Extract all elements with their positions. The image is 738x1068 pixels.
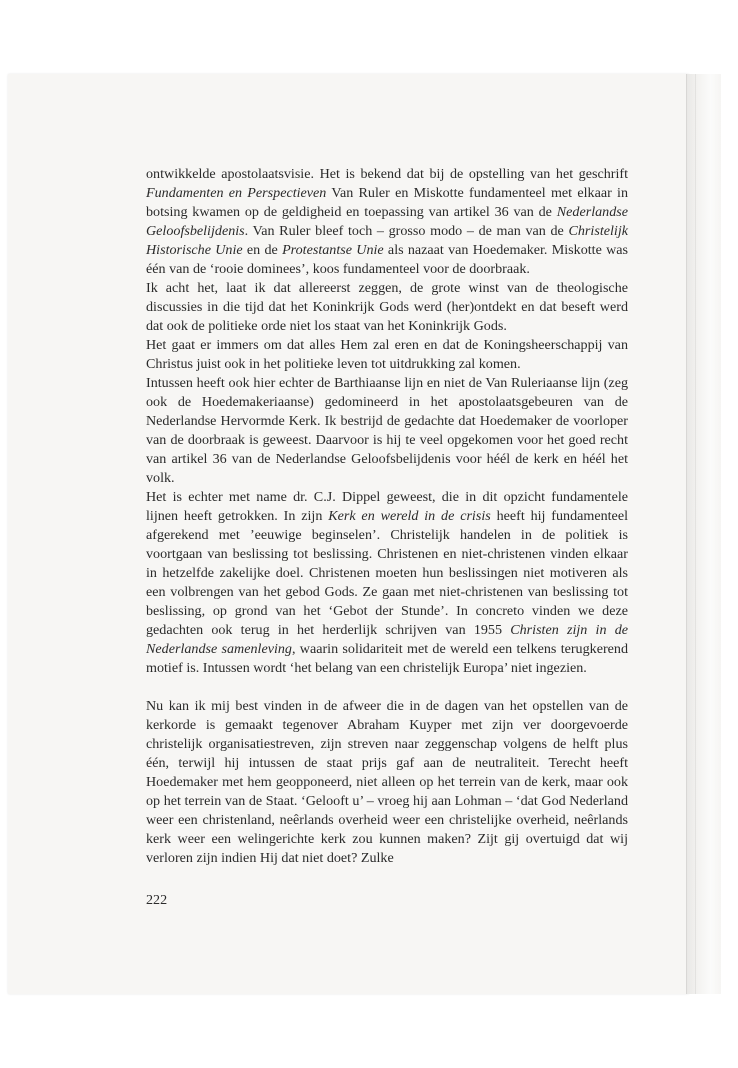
paragraph-4: Intussen heeft ook hier echter de Barthiaanse lijn en niet de Van Ruleriaanse lijn (zeg ook de Hoedemakeriaanse) gedomineerd in het apostolaatsgebeuren van de Nederlandse Hervormde Kerk. Ik bestrijd de gedachte dat Hoedemaker de voorloper van de doorbraak is geweest. Daarvoor is hij te veel opgekomen voor het goed recht van artikel 36 van de Nederlandse Geloofsbelijdenis voor héél de kerk en héél het volk. [146, 375, 628, 486]
paragraph-1: ontwikkelde apostolaatsvisie. Het is bekend dat bij de opstelling van het geschrift Fundamenten en Perspectieven Van Ruler en Miskotte fundamenteel met elkaar in botsing kwamen op de geldigheid en toepassing van artikel 36 van de Nederlandse Geloofsbelijdenis. Van Ruler bleef toch – grosso modo – de man van de Christelijk Historische Unie en de Protestantse Unie als nazaat van Hoedemaker. Miskotte was één van de ‘rooie dominees’, koos fundamenteel voor de doorbraak. [146, 166, 629, 277]
page-number: 222 [146, 892, 168, 908]
page-edge-shadow [686, 74, 721, 994]
paragraph-3: Het gaat er immers om dat alles Hem zal eren en dat de Koningsheerschappij van Christus juist ook in het politieke leven tot uitdrukking zal komen. [146, 337, 628, 372]
paragraph-2: Ik acht het, laat ik dat allereerst zeggen, de grote winst van de theologische discussies in die tijd dat het Koninkrijk Gods werd (her)ontdekt en dat beseft werd dat ook de politieke orde niet los staat van het Koninkrijk Gods. [146, 280, 628, 334]
paragraph-6: Nu kan ik mij best vinden in de afweer die in de dagen van het opstellen van de kerkorde is gemaakt tegenover Abraham Kuyper met zijn ver doorgevoerde christelijk organisatiestreven, zijn streven naar zeggenschap volgens de helft plus één, terwijl hij intussen de staat prijs gaf aan de neutraliteit. Terecht heeft Hoedemaker met hem geopponeerd, niet alleen op het terrein van de kerk, maar ook op het terrein van de Staat. ‘Gelooft u’ – vroeg hij aan Lohman – ‘dat God Nederland weer een christenland, neêrlands overheid weer een christelijke overheid, neêrlands kerk weer een welingerichte kerk zou kunnen maken? Zijt gij overtuigd dat wij verloren zijn indien Hij dat niet doet? Zulke [146, 698, 628, 866]
paragraph-5: Het is echter met name dr. C.J. Dippel geweest, die in dit opzicht fundamentele lijnen heeft getrokken. In zijn Kerk en wereld in de crisis heeft hij fundamenteel afgerekend met ’eeuwige beginselen’. Christelijk handelen in de politiek is voortgaan van beslissing tot beslissing. Christenen en niet-christenen vinden elkaar in hetzelfde zakelijke doel. Christenen moeten hun beslissingen niet motiveren als een volbrengen van het gebod Gods. Ze gaan met niet-christenen van beslissing tot beslissing, op grond van het ‘Gebot der Stunde’. In concreto vinden we deze gedachten ook terug in het herderlijk schrijven van 1955 Christen zijn in de Nederlandse samenleving, waarin solidariteit met de wereld een telkens terugkerend motief is. Intussen wordt ‘het belang van een christelijk Europa’ niet ingezien. [146, 489, 629, 676]
body-text [146, 165, 628, 868]
